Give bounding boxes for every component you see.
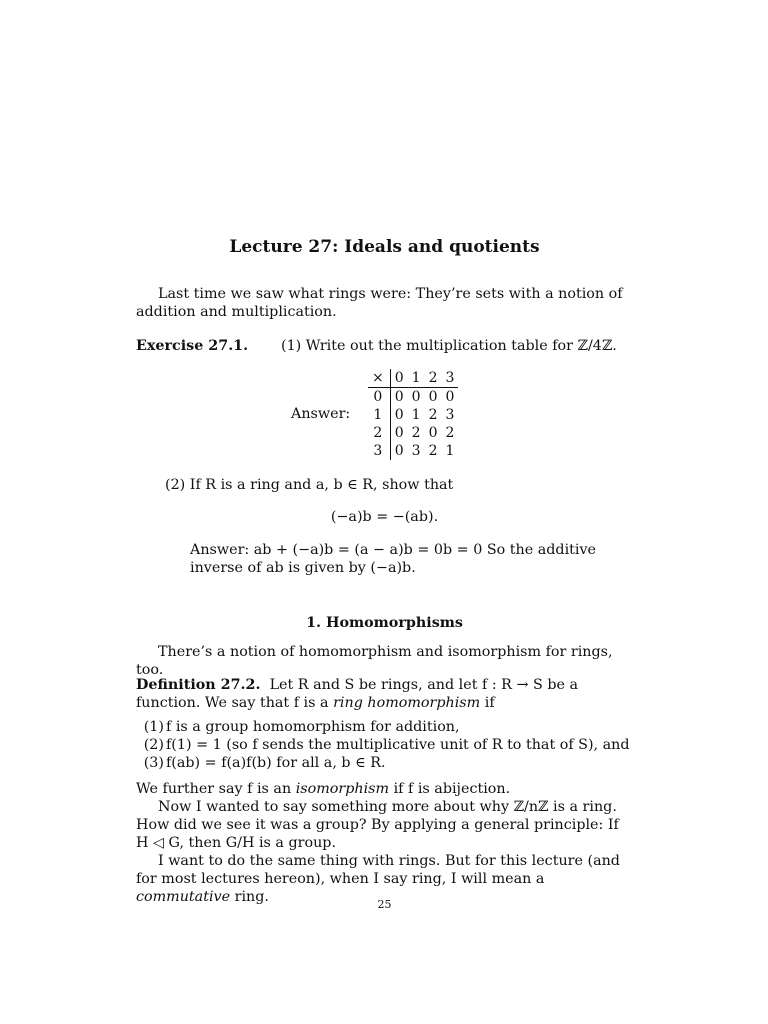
table-cell: 0 <box>394 389 404 405</box>
table-cell: 2 <box>428 443 438 459</box>
table-row <box>368 424 458 442</box>
table-cell: 0 <box>445 389 455 405</box>
exercise-part1: (1) Write out the multiplication table for ℤ/4ℤ. <box>281 338 617 354</box>
page-title: Lecture 27: Ideals and quotients <box>229 237 540 257</box>
table-header-cell: 2 <box>425 369 442 388</box>
further-text-b: if f is abijection. <box>389 781 511 797</box>
definition-paragraph <box>136 676 633 712</box>
table-cell: 2 <box>445 425 455 441</box>
table-header-cell: 3 <box>442 369 459 388</box>
table-answer-label: Answer: <box>291 406 351 422</box>
definition-item-text: f(1) = 1 (so f sends the multiplicative unit of R to that of S), and <box>166 737 630 753</box>
multiplication-table <box>368 369 458 460</box>
table-row-label: 3 <box>368 442 390 460</box>
definition-label: Definition 27.2. <box>136 677 261 693</box>
table-cell: 0 <box>411 389 421 405</box>
table-cell: 0 <box>394 443 404 459</box>
definition-text-b: if <box>480 695 495 711</box>
want-text-a: I want to do the same thing with rings. But for this lecture (and for most lectures hereon), when I say ring, I will mean a <box>136 853 620 887</box>
exercise-answer2: Answer: ab + (−a)b = (a − a)b = 0b = 0 So the additive inverse of ab is given by (−a)b. <box>190 542 596 576</box>
exercise-label: Exercise 27.1. <box>136 338 249 354</box>
definition-item-text: f is a group homomorphism for addition, <box>166 719 460 735</box>
definition-text-a: Let R and S be rings, and let f : R → S be a function. We say that f is a <box>136 677 579 711</box>
definition-item <box>136 718 633 736</box>
section-heading: 1. Homomorphisms <box>306 615 463 631</box>
table-cell: 1 <box>445 443 455 459</box>
table-cell: 0 <box>428 425 438 441</box>
exercise-part2: (2) If R is a ring and a, b ∈ R, show that <box>165 477 454 493</box>
table-cell: 0 <box>394 407 404 423</box>
table-cell: 2 <box>428 407 438 423</box>
display-equation: (−a)b = −(ab). <box>330 509 439 525</box>
table-corner: × <box>368 369 390 388</box>
table-cell: 1 <box>411 407 421 423</box>
exercise-heading-line <box>136 337 633 355</box>
definition-item-number: (1) <box>143 719 164 735</box>
definition-item <box>136 754 633 772</box>
definition-item-number: (3) <box>143 755 164 771</box>
table-row <box>368 442 458 460</box>
definition-term: ring homomorphism <box>333 695 481 711</box>
table-header-cell: 0 <box>390 369 407 388</box>
definition-item-text: f(ab) = f(a)f(b) for all a, b ∈ R. <box>166 755 386 771</box>
want-term: commutative <box>136 889 231 905</box>
table-cell: 0 <box>428 389 438 405</box>
table-row <box>368 406 458 424</box>
intro-paragraph: Last time we saw what rings were: They’re sets with a notion of addition and multiplication. <box>136 286 623 320</box>
table-row <box>368 388 458 407</box>
definition-item-number: (2) <box>143 737 164 753</box>
table-header-cell: 1 <box>408 369 425 388</box>
section-intro: There’s a notion of homomorphism and isomorphism for rings, too. <box>136 644 613 678</box>
further-text-a: We further say f is an <box>136 781 296 797</box>
table-row-label: 0 <box>368 388 390 407</box>
table-cell: 3 <box>411 443 421 459</box>
table-cell: 3 <box>445 407 455 423</box>
table-header-row <box>368 369 458 388</box>
definition-item <box>136 736 633 754</box>
page-number: 25 <box>377 898 392 911</box>
table-row-label: 2 <box>368 424 390 442</box>
further-paragraph <box>136 780 633 798</box>
now-paragraph: Now I wanted to say something more about why ℤ/nℤ is a ring. How did we see it was a group? By applying a general principle: If H ◁ G, then G/H is a group. <box>136 799 619 851</box>
table-cell: 2 <box>411 425 421 441</box>
table-row-label: 1 <box>368 406 390 424</box>
table-cell: 0 <box>394 425 404 441</box>
definition-list <box>136 718 633 772</box>
further-term: isomorphism <box>295 781 390 797</box>
want-text-b: ring. <box>230 889 269 905</box>
